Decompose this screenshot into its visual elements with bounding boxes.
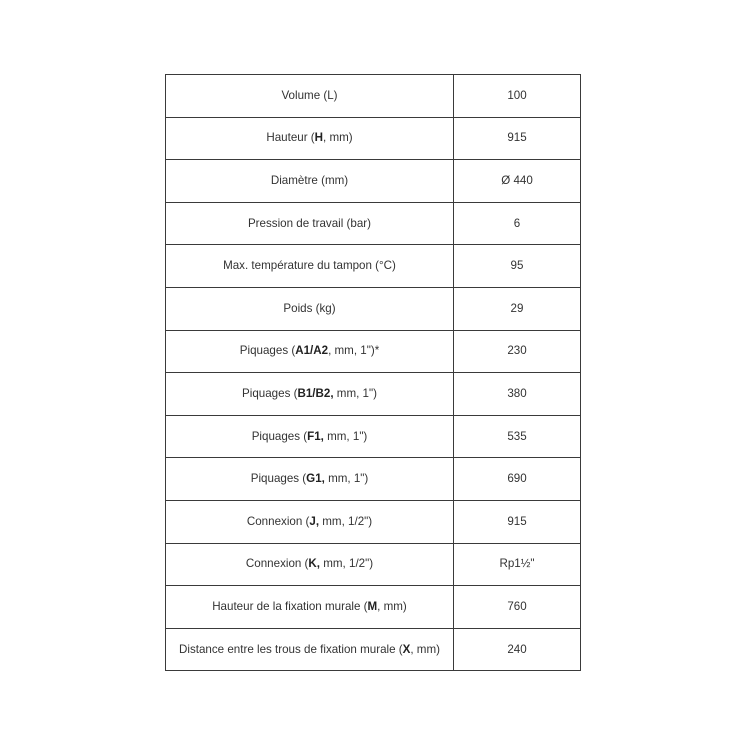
spec-value-cell [454, 117, 581, 160]
spec-label-part: Piquages ( [239, 344, 296, 358]
spec-label-part: Volume (L) [281, 88, 338, 102]
spec-label-bold-part: A1/A2 [295, 344, 329, 358]
table-row [166, 245, 581, 288]
spec-label-cell [166, 75, 454, 118]
spec-value-cell [454, 415, 581, 458]
spec-value-cell [454, 245, 581, 288]
spec-value: 380 [507, 387, 527, 400]
spec-value: Ø 440 [501, 174, 533, 188]
spec-table [165, 74, 581, 671]
spec-label-part: Connexion ( [245, 557, 309, 571]
spec-label-cell [166, 160, 454, 203]
spec-label-part: Hauteur ( [266, 131, 315, 145]
spec-value: 29 [510, 301, 524, 315]
spec-value-cell [454, 500, 581, 543]
spec-label-cell [166, 373, 454, 416]
table-row [166, 543, 581, 586]
spec-label-cell [166, 415, 454, 458]
spec-label-part: mm, 1") [333, 387, 377, 400]
spec-label-part: Piquages ( [251, 429, 308, 443]
spec-value-cell [454, 628, 581, 671]
spec-value-cell [454, 75, 581, 118]
spec-label-part: Pression de travail (bar) [247, 216, 372, 230]
table-row [166, 75, 581, 118]
spec-label-part: Poids (kg) [283, 301, 336, 315]
spec-value: 915 [507, 514, 527, 528]
spec-label-part: Piquages ( [242, 387, 298, 400]
spec-label-part: Diamètre (mm) [270, 174, 349, 188]
spec-value-cell [454, 160, 581, 203]
spec-value: 535 [507, 429, 527, 443]
spec-label-bold-part: M [367, 599, 378, 613]
spec-label-bold-part: F1, [307, 429, 324, 443]
spec-value: 690 [507, 472, 527, 486]
spec-table-body [166, 75, 581, 671]
table-row [166, 160, 581, 203]
spec-label-part: mm, 1") [323, 429, 368, 443]
spec-label-cell [166, 245, 454, 288]
spec-value-cell [454, 287, 581, 330]
spec-label-part: Hauteur de la fixation murale ( [212, 599, 368, 613]
spec-value-cell [454, 543, 581, 586]
spec-label-part: , mm) [323, 131, 353, 145]
table-row [166, 586, 581, 629]
spec-value: Rp1½" [499, 557, 535, 571]
spec-label-cell [166, 287, 454, 330]
table-row [166, 458, 581, 501]
spec-label-part: , mm) [410, 642, 440, 656]
spec-label-part: mm, 1/2") [319, 514, 373, 528]
spec-label-bold-part: B1/B2, [297, 387, 334, 400]
spec-label-part: Piquages ( [250, 472, 307, 486]
spec-label-cell [166, 202, 454, 245]
spec-label-part: Distance entre les trous de fixation murale ( [179, 642, 403, 656]
spec-label-bold-part: H [314, 131, 324, 145]
spec-label-part: Max. température du tampon (°C) [223, 259, 396, 273]
spec-label-cell [166, 458, 454, 501]
table-row [166, 202, 581, 245]
spec-label-cell [166, 330, 454, 373]
table-row [166, 628, 581, 671]
spec-label-bold-part: J, [309, 514, 320, 528]
table-row [166, 500, 581, 543]
table-row [166, 415, 581, 458]
table-row [166, 373, 581, 416]
spec-value: 760 [507, 599, 527, 613]
spec-label-part: , mm, 1")* [328, 344, 380, 358]
table-row [166, 330, 581, 373]
table-row [166, 287, 581, 330]
spec-label-bold-part: K, [308, 557, 321, 571]
spec-label-part: mm, 1/2") [320, 557, 374, 571]
spec-label-cell [166, 628, 454, 671]
spec-value-cell [454, 458, 581, 501]
spec-label-bold-part: G1, [306, 472, 325, 486]
spec-value-cell [454, 373, 581, 416]
spec-label-part: mm, 1") [324, 472, 369, 486]
spec-value: 240 [507, 642, 527, 656]
spec-label-cell [166, 586, 454, 629]
spec-value-cell [454, 586, 581, 629]
spec-value: 95 [510, 259, 524, 273]
spec-value: 6 [513, 216, 521, 230]
spec-label-part: Connexion ( [246, 514, 310, 528]
spec-label-cell [166, 500, 454, 543]
spec-label-bold-part: X [402, 642, 411, 656]
spec-label-cell [166, 543, 454, 586]
spec-value: 230 [507, 344, 527, 358]
table-row [166, 117, 581, 160]
spec-value-cell [454, 330, 581, 373]
spec-label-cell [166, 117, 454, 160]
spec-label-part: , mm) [377, 599, 407, 613]
spec-value: 100 [507, 88, 527, 102]
spec-value-cell [454, 202, 581, 245]
spec-value: 915 [507, 131, 527, 145]
